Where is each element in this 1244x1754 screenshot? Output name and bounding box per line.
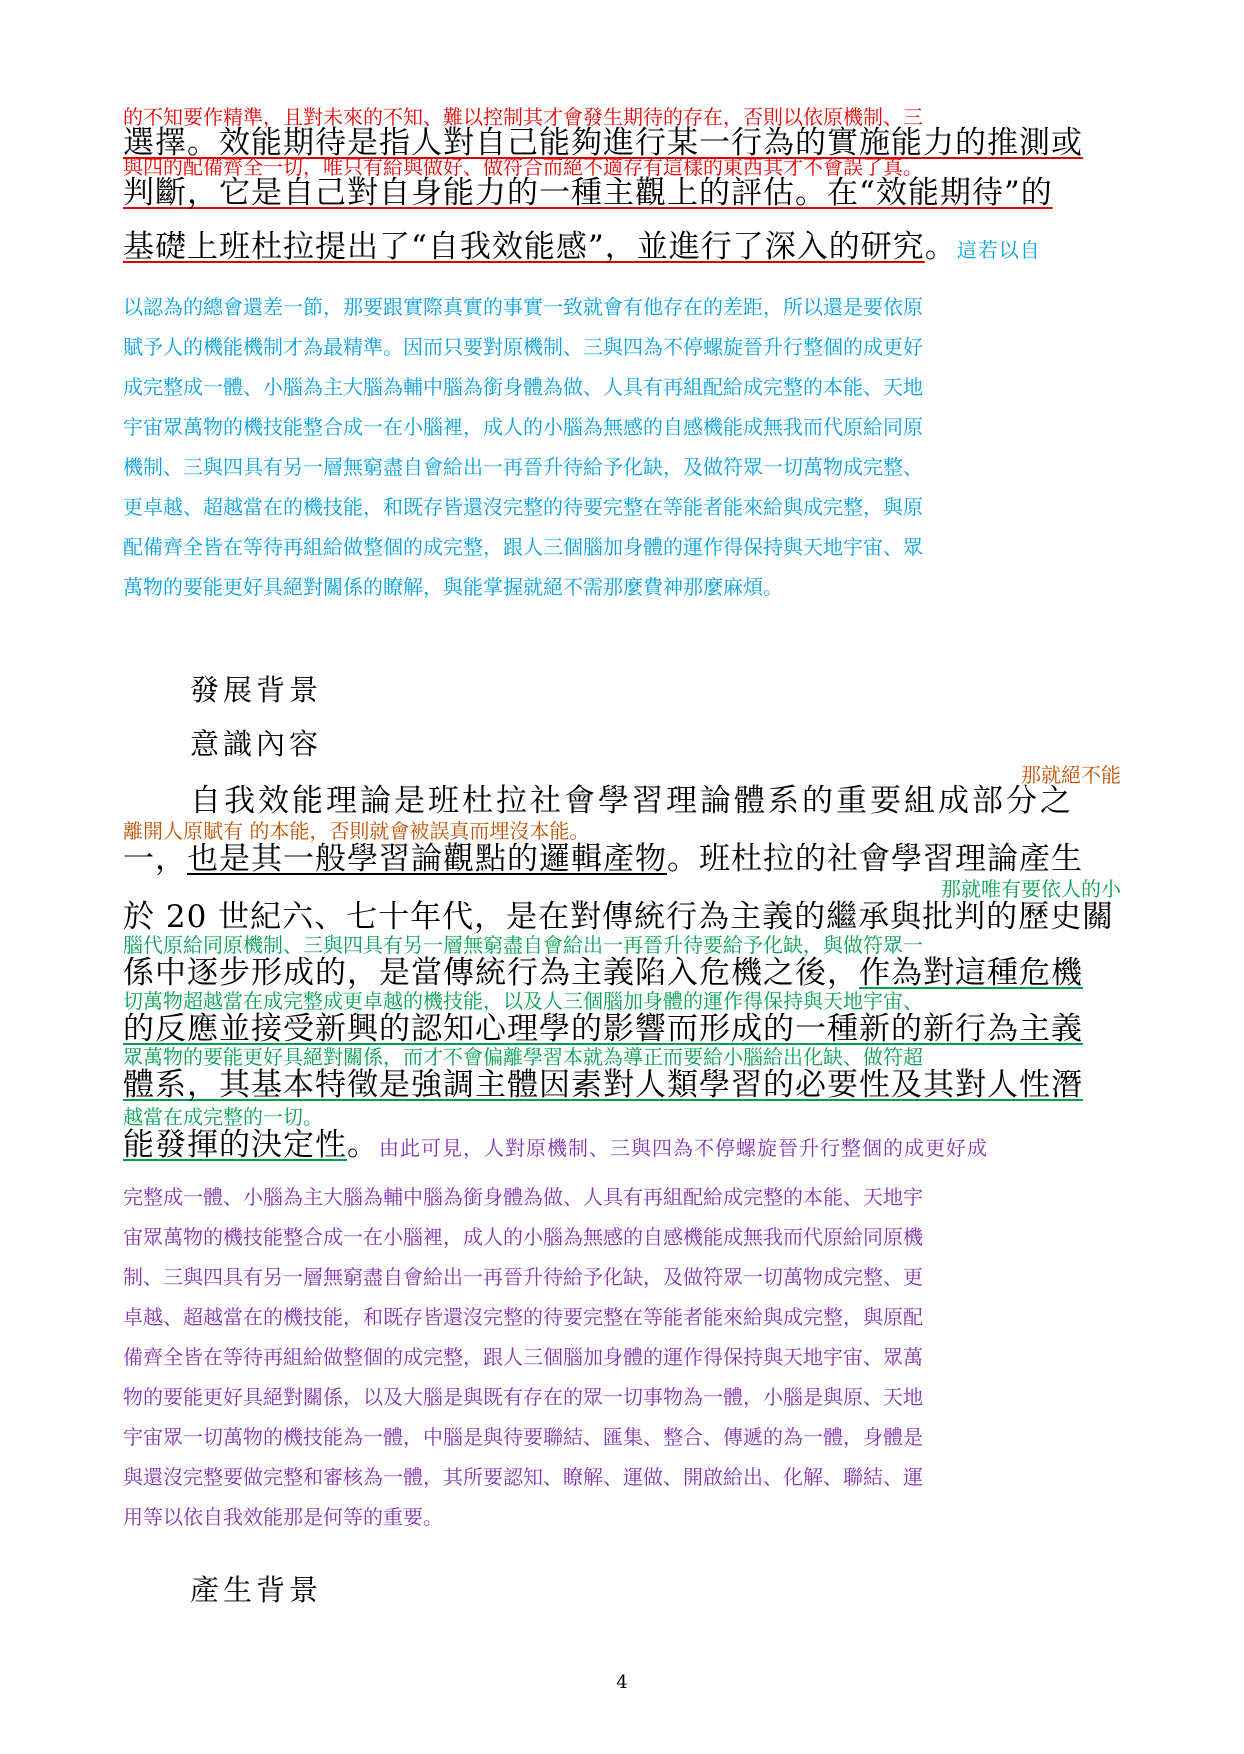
body-line: 的反應並接受新興的認知心理學的影響而形成的一種新的新行為主義 — [123, 1011, 1083, 1047]
body-line: 體系，其基本特徵是強調主體因素對人類學習的必要性及其對人性潛 — [123, 1067, 1083, 1103]
underlined-text: 基礎上班杜拉提出了“自我效能感”，並進行了深入的研究 — [123, 229, 925, 265]
text-segment: 。班杜拉的社會學習理論產生 — [667, 841, 1083, 877]
annotation-line: 卓越、超越當在的機技能，和既存皆還沒完整的待要完整在等能者能來給與成完整，與原配 — [123, 1305, 923, 1329]
annotation-line: 成完整成一體、小腦為主大腦為輔中腦為銜身體為做、人具有再組配給成完整的本能、天地 — [123, 375, 923, 399]
annotation-line: 與四的配備齊全一切，唯只有給與做好、做符合而絕不適存有這樣的東西其才不會誤了真。 — [123, 155, 923, 179]
body-line-mixed — [123, 954, 1121, 992]
annotation-line: 萬物的要能更好具絕對關係的瞭解，與能掌握就絕不需那麼費神那麼麻煩。 — [123, 575, 783, 599]
annotation-inline: 這若以自 — [956, 238, 1041, 262]
section-heading: 意識內容 — [190, 727, 323, 761]
punctuation: 。 — [924, 229, 957, 265]
annotation-right: 那就唯有要依人的小 — [941, 877, 1121, 901]
body-line-mixed — [123, 840, 1121, 878]
annotation-line: 切萬物超越當在成完整成更卓越的機技能，以及人三個腦加身體的運作得保持與天地宇宙、 — [123, 989, 923, 1013]
text-segment: 係中逐步形成的，是當傳統行為主義陷入危機之後， — [123, 955, 859, 991]
body-line: 於 20 世紀六、七十年代，是在對傳統行為主義的繼承與批判的歷史關 — [123, 899, 1115, 935]
annotation-line: 完整成一體、小腦為主大腦為輔中腦為銜身體為做、人具有再組配給成完整的本能、天地宇 — [123, 1185, 923, 1209]
annotation-line: 機制、三與四具有另一層無窮盡自會給出一再晉升待給予化缺，及做符眾一切萬物成完整、 — [123, 455, 923, 479]
body-line-mixed — [123, 228, 1121, 269]
annotation-line: 賦予人的機能機制才為最精準。因而只要對原機制、三與四為不停螺旋晉升行整個的成更好 — [123, 335, 923, 359]
underlined-text: 作為對這種危機 — [859, 955, 1083, 991]
annotation-line: 眾萬物的要能更好具絕對關係，而才不會偏離學習本就為導正而要給小腦給出化缺、做符超 — [123, 1045, 923, 1069]
annotation-right: 那就絕不能 — [1021, 763, 1121, 787]
annotation-line: 以認為的總會還差一節，那要跟實際真實的事實一致就會有他存在的差距，所以還是要依原 — [123, 295, 923, 319]
annotation-line: 物的要能更好具絕對關係，以及大腦是與既有存在的眾一切事物為一體，小腦是與原、天地 — [123, 1385, 923, 1409]
body-line: 判斷，它是自己對自身能力的一種主觀上的評估。在“效能期待”的 — [123, 175, 1053, 211]
annotation-inline: 由此可見，人對原機制、三與四為不停螺旋晉升行整個的成更好成 — [379, 1136, 988, 1160]
annotation-line: 配備齊全皆在等待再組給做整個的成完整，跟人三個腦加身體的運作得保持與天地宇宙、眾 — [123, 535, 923, 559]
body-line-mixed — [123, 1126, 1121, 1167]
annotation-line: 宙眾萬物的機技能整合成一在小腦裡，成人的小腦為無感的自感機能成無我而代原給同原機 — [123, 1225, 923, 1249]
underlined-text: 能發揮的決定性 — [123, 1127, 347, 1163]
annotation-line: 與還沒完整要做完整和審核為一體，其所要認知、瞭解、運做、開啟給出、化解、聯結、運 — [123, 1465, 923, 1489]
annotation-line: 的不知要作精準，且對未來的不知、難以控制其才會發生期待的存在，否則以依原機制、三 — [123, 105, 923, 129]
annotation-line: 制、三與四具有另一層無窮盡自會給出一再晉升待給予化缺，及做符眾一切萬物成完整、更 — [123, 1265, 923, 1289]
annotation-line: 越當在成完整的一切。 — [123, 1105, 323, 1129]
section-heading: 發展背景 — [190, 673, 323, 707]
section-heading: 產生背景 — [190, 1573, 323, 1607]
annotation-line: 腦代原給同原機制、三與四具有另一層無窮盡自會給出一再晉升待要給予化缺，與做符眾一 — [123, 933, 923, 957]
annotation-line: 更卓越、超越當在的機技能，和既存皆還沒完整的待要完整在等能者能來給與成完整，與原 — [123, 495, 923, 519]
page-number: 4 — [616, 1672, 628, 1693]
underlined-text: 也是其一般學習論觀點的邏輯產物 — [187, 841, 667, 877]
annotation-line: 備齊全皆在等待再組給做整個的成完整，跟人三個腦加身體的運作得保持與天地宇宙、眾萬 — [123, 1345, 923, 1369]
annotation-line: 宇宙眾萬物的機技能整合成一在小腦裡，成人的小腦為無感的自感機能成無我而代原給同原 — [123, 415, 923, 439]
punctuation: 。 — [347, 1127, 379, 1163]
annotation-line: 宇宙眾一切萬物的機技能為一體，中腦是與待要聯結、匯集、整合、傳遞的為一體，身體是 — [123, 1425, 923, 1449]
annotation-line: 離開人原賦有 的本能，否則就會被誤真而埋沒本能。 — [123, 819, 590, 843]
annotation-line: 用等以依自我效能那是何等的重要。 — [123, 1505, 443, 1529]
body-line: 自我效能理論是班杜拉社會學習理論體系的重要組成部分之 — [190, 783, 1074, 819]
text-segment: 一， — [123, 841, 187, 877]
body-line: 選擇。效能期待是指人對自己能夠進行某一行為的實施能力的推測或 — [123, 125, 1083, 161]
